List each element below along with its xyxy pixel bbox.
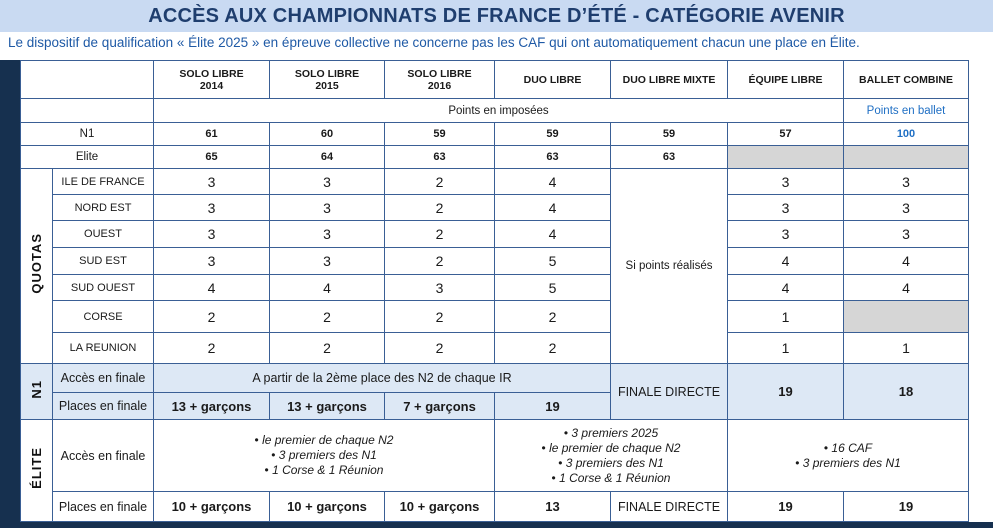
n1-ballet-places: 18 [844, 364, 969, 420]
acces-label: Accès en finale [53, 364, 154, 393]
elite-label-cell [21, 420, 53, 522]
quota-cell: 4 [495, 169, 611, 195]
elite-threshold-row [21, 146, 969, 169]
quota-cell: 2 [385, 169, 495, 195]
threshold-cell: 57 [728, 123, 844, 146]
n1-label-cell [21, 364, 53, 420]
quota-cell: 2 [385, 333, 495, 364]
quota-row [21, 169, 969, 195]
quota-cell: 2 [385, 301, 495, 333]
quota-cell: 2 [385, 221, 495, 248]
quota-cell: 2 [385, 195, 495, 221]
threshold-cell: 60 [270, 123, 385, 146]
region-name: SUD OUEST [53, 275, 154, 301]
bottom-rail [0, 522, 993, 528]
quota-cell: 5 [495, 275, 611, 301]
n1-threshold-row [21, 123, 969, 146]
threshold-cell: 63 [385, 146, 495, 169]
quota-cell: 1 [844, 333, 969, 364]
elite-team-criteria [728, 420, 969, 492]
threshold-cell: 64 [270, 146, 385, 169]
criteria-item: • 16 CAF [730, 441, 966, 456]
quota-cell: 3 [270, 169, 385, 195]
places-cell: 10 + garçons [270, 492, 385, 522]
places-cell: 7 + garçons [385, 393, 495, 420]
empty-grey-cell [844, 301, 969, 333]
places-cell: 10 + garçons [154, 492, 270, 522]
quota-cell: 4 [728, 275, 844, 301]
points-ballet-label: Points en ballet [844, 99, 969, 123]
points-type-row [21, 99, 969, 123]
quota-row [21, 333, 969, 364]
elite-solo-criteria [154, 420, 495, 492]
places-label: Places en finale [53, 393, 154, 420]
elite-acces-row [21, 420, 969, 492]
finale-directe: FINALE DIRECTE [611, 492, 728, 522]
n1-acces-row [21, 364, 969, 393]
header-row [21, 61, 969, 99]
row-label: Elite [21, 146, 154, 169]
quota-cell: 3 [270, 195, 385, 221]
quota-cell: 3 [154, 195, 270, 221]
quota-cell: 3 [728, 221, 844, 248]
region-name: SUD EST [53, 248, 154, 275]
n1-section-label: N1 [29, 379, 44, 399]
quota-cell: 4 [495, 195, 611, 221]
quota-cell: 2 [154, 301, 270, 333]
criteria-item: • 3 premiers des N1 [497, 456, 725, 471]
region-name: NORD EST [53, 195, 154, 221]
quota-cell: 3 [270, 221, 385, 248]
places-cell: 13 + garçons [154, 393, 270, 420]
places-cell: 13 + garçons [270, 393, 385, 420]
quota-cell: 3 [844, 195, 969, 221]
left-rail [0, 60, 20, 528]
quota-cell: 1 [728, 301, 844, 333]
elite-section-label: ÉLITE [29, 447, 44, 489]
criteria-item: • le premier de chaque N2 [497, 441, 725, 456]
col-header: SOLO LIBRE 2016 [385, 61, 495, 99]
threshold-cell: 59 [385, 123, 495, 146]
n1-equipe-places: 19 [728, 364, 844, 420]
quota-cell: 1 [728, 333, 844, 364]
quota-cell: 2 [270, 301, 385, 333]
quota-row [21, 248, 969, 275]
col-header: BALLET COMBINE [844, 61, 969, 99]
page-title: ACCÈS AUX CHAMPIONNATS DE FRANCE D’ÉTÉ - CATÉGORIE AVENIR [148, 4, 845, 27]
elite-duo-criteria [495, 420, 728, 492]
n1-acces-text: A partir de la 2ème place des N2 de chaque IR [154, 364, 611, 393]
quota-cell: 3 [154, 221, 270, 248]
col-header: SOLO LIBRE 2014 [154, 61, 270, 99]
points-imposees-label: Points en imposées [154, 99, 844, 123]
quota-row [21, 221, 969, 248]
empty-grey-cell [844, 146, 969, 169]
elite-places-row [21, 492, 969, 522]
region-name: LA REUNION [53, 333, 154, 364]
places-cell: 19 [495, 393, 611, 420]
elite-ballet-places: 19 [844, 492, 969, 522]
quota-cell: 4 [844, 275, 969, 301]
col-header: ÉQUIPE LIBRE [728, 61, 844, 99]
threshold-cell: 65 [154, 146, 270, 169]
quota-cell: 4 [270, 275, 385, 301]
criteria-item: • 3 premiers 2025 [497, 426, 725, 441]
places-cell: 13 [495, 492, 611, 522]
col-header: DUO LIBRE [495, 61, 611, 99]
criteria-item: • le premier de chaque N2 [156, 433, 492, 448]
quota-cell: 5 [495, 248, 611, 275]
quota-cell: 3 [844, 169, 969, 195]
quota-cell: 4 [495, 221, 611, 248]
quota-cell: 2 [270, 333, 385, 364]
quota-cell: 3 [154, 248, 270, 275]
threshold-cell: 100 [844, 123, 969, 146]
quota-cell: 3 [154, 169, 270, 195]
threshold-cell: 61 [154, 123, 270, 146]
criteria-item: • 3 premiers des N1 [156, 448, 492, 463]
quota-cell: 2 [385, 248, 495, 275]
quota-row [21, 275, 969, 301]
quota-cell: 3 [728, 195, 844, 221]
quota-cell: 3 [385, 275, 495, 301]
criteria-item: • 1 Corse & 1 Réunion [156, 463, 492, 478]
col-header: DUO LIBRE MIXTE [611, 61, 728, 99]
threshold-cell: 63 [611, 146, 728, 169]
quotas-label-cell [21, 169, 53, 364]
qualification-table [20, 60, 969, 522]
threshold-cell: 59 [495, 123, 611, 146]
quota-row [21, 195, 969, 221]
quota-cell: 4 [844, 248, 969, 275]
criteria-item: • 3 premiers des N1 [730, 456, 966, 471]
title-bar [0, 0, 993, 32]
quota-cell: 2 [154, 333, 270, 364]
threshold-cell: 63 [495, 146, 611, 169]
places-label: Places en finale [53, 492, 154, 522]
acces-label: Accès en finale [53, 420, 154, 492]
quota-cell: 4 [728, 248, 844, 275]
quota-cell: 3 [844, 221, 969, 248]
finale-directe: FINALE DIRECTE [611, 364, 728, 420]
quota-cell: 2 [495, 301, 611, 333]
quota-cell: 3 [728, 169, 844, 195]
region-name: CORSE [53, 301, 154, 333]
quota-cell: 2 [495, 333, 611, 364]
elite-equipe-places: 19 [728, 492, 844, 522]
quota-cell: 4 [154, 275, 270, 301]
row-label: N1 [21, 123, 154, 146]
subtitle: Le dispositif de qualification « Élite 2025 » en épreuve collective ne concerne pas les CAF qui ont automatiquement chacun une place en Élite. [8, 35, 860, 50]
quota-row [21, 301, 969, 333]
quotas-label: QUOTAS [29, 233, 44, 294]
si-points-note: Si points réalisés [611, 169, 728, 364]
places-cell: 10 + garçons [385, 492, 495, 522]
quota-cell: 3 [270, 248, 385, 275]
region-name: OUEST [53, 221, 154, 248]
col-header: SOLO LIBRE 2015 [270, 61, 385, 99]
corner-cell [21, 61, 154, 99]
empty-grey-cell [728, 146, 844, 169]
region-name: ILE DE FRANCE [53, 169, 154, 195]
threshold-cell: 59 [611, 123, 728, 146]
criteria-item: • 1 Corse & 1 Réunion [497, 471, 725, 486]
